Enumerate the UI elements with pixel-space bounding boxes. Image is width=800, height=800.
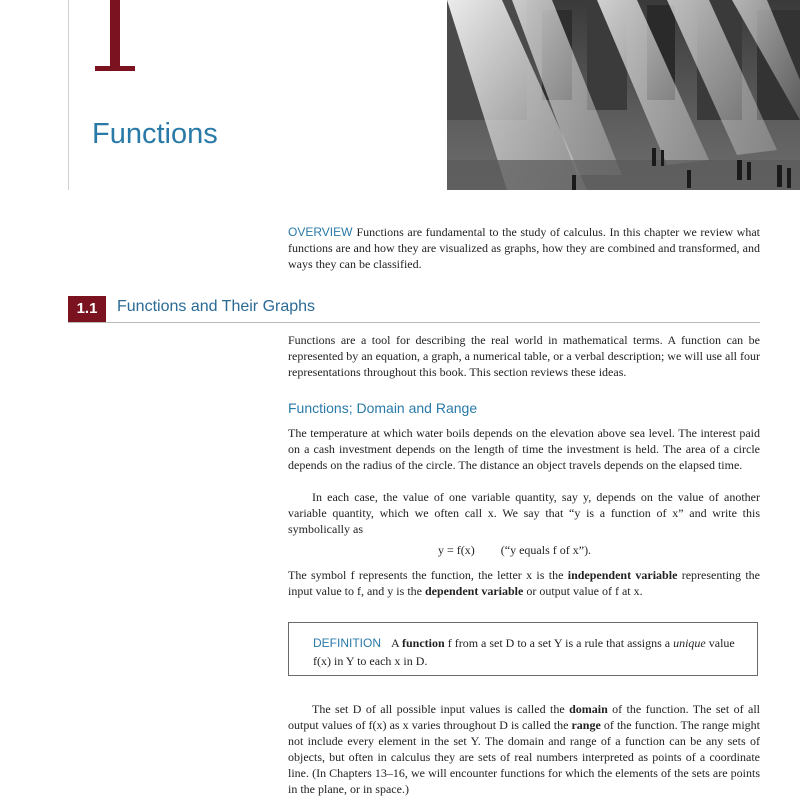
- subsection-title: Functions; Domain and Range: [288, 400, 478, 416]
- paragraph-2: In each case, the value of one variable quantity, say y, depends on the value of another variable quantity, which we often call x. We say that “y is a function of x” and write this symbolically as: [288, 490, 760, 536]
- paragraph-3: The symbol f represents the function, the letter x is the independent variable representing the input value to f, and y is the dependent variable or output value of f at x.: [288, 568, 761, 598]
- function-equation: [438, 543, 591, 558]
- section-rule: [68, 322, 760, 323]
- chapter-number-one: [93, 0, 137, 72]
- section-intro: Functions are a tool for describing the real world in mathematical terms. A function can be represented by an equation, a graph, a numerical table, or a verbal description; we will use all four representations throughout this book. This section reviews these ideas.: [288, 333, 760, 379]
- overview-label: OVERVIEW: [288, 225, 353, 239]
- equation: y = f(x): [438, 543, 475, 557]
- equation-note: (“y equals f of x”).: [500, 543, 592, 557]
- chapter-title: Functions: [92, 118, 218, 150]
- paragraph-1: The temperature at which water boils depends on the elevation above sea level. The interest paid on a cash investment depends on the length of time the investment is held. The area of a circle depends on the radius of the circle. The distance an object travels depends on the elapsed time.: [288, 426, 760, 472]
- term-range: range: [571, 718, 601, 732]
- term-domain: domain: [569, 702, 608, 716]
- chapter-photo: [447, 0, 800, 190]
- definition-text: DEFINITION A function f from a set D to a set Y is a rule that assigns a unique value f(x) in Y to each x in D.: [313, 636, 735, 668]
- definition-label: DEFINITION: [313, 636, 381, 650]
- term-unique: unique: [673, 636, 706, 650]
- section-title: Functions and Their Graphs: [117, 298, 316, 315]
- term-independent-variable: independent variable: [567, 568, 678, 582]
- overview-paragraph: [288, 224, 760, 272]
- term-function: function: [402, 636, 445, 650]
- definition-box: [288, 622, 758, 676]
- term-dependent-variable: dependent variable: [424, 584, 524, 598]
- overview-text: Functions are fundamental to the study of calculus. In this chapter we review what functions are and how they are visualized as graphs, how they are combined and transformed, and ways they can be classified.: [288, 225, 760, 271]
- section-number: 1.1: [68, 296, 106, 322]
- chapter-margin-rule: [68, 0, 69, 190]
- paragraph-4: The set D of all possible input values is called the domain of the function. The set of all output values of f(x) as x varies throughout D is called the range of the function. The range might not include every element in the set Y. The domain and range of a function can be any sets of objects, but often in calculus they are sets of real numbers interpreted as points of a coordinate line. (In Chapters 13–16, we will encounter functions for which the elements of the sets are points in the plane, or in space.): [288, 702, 760, 796]
